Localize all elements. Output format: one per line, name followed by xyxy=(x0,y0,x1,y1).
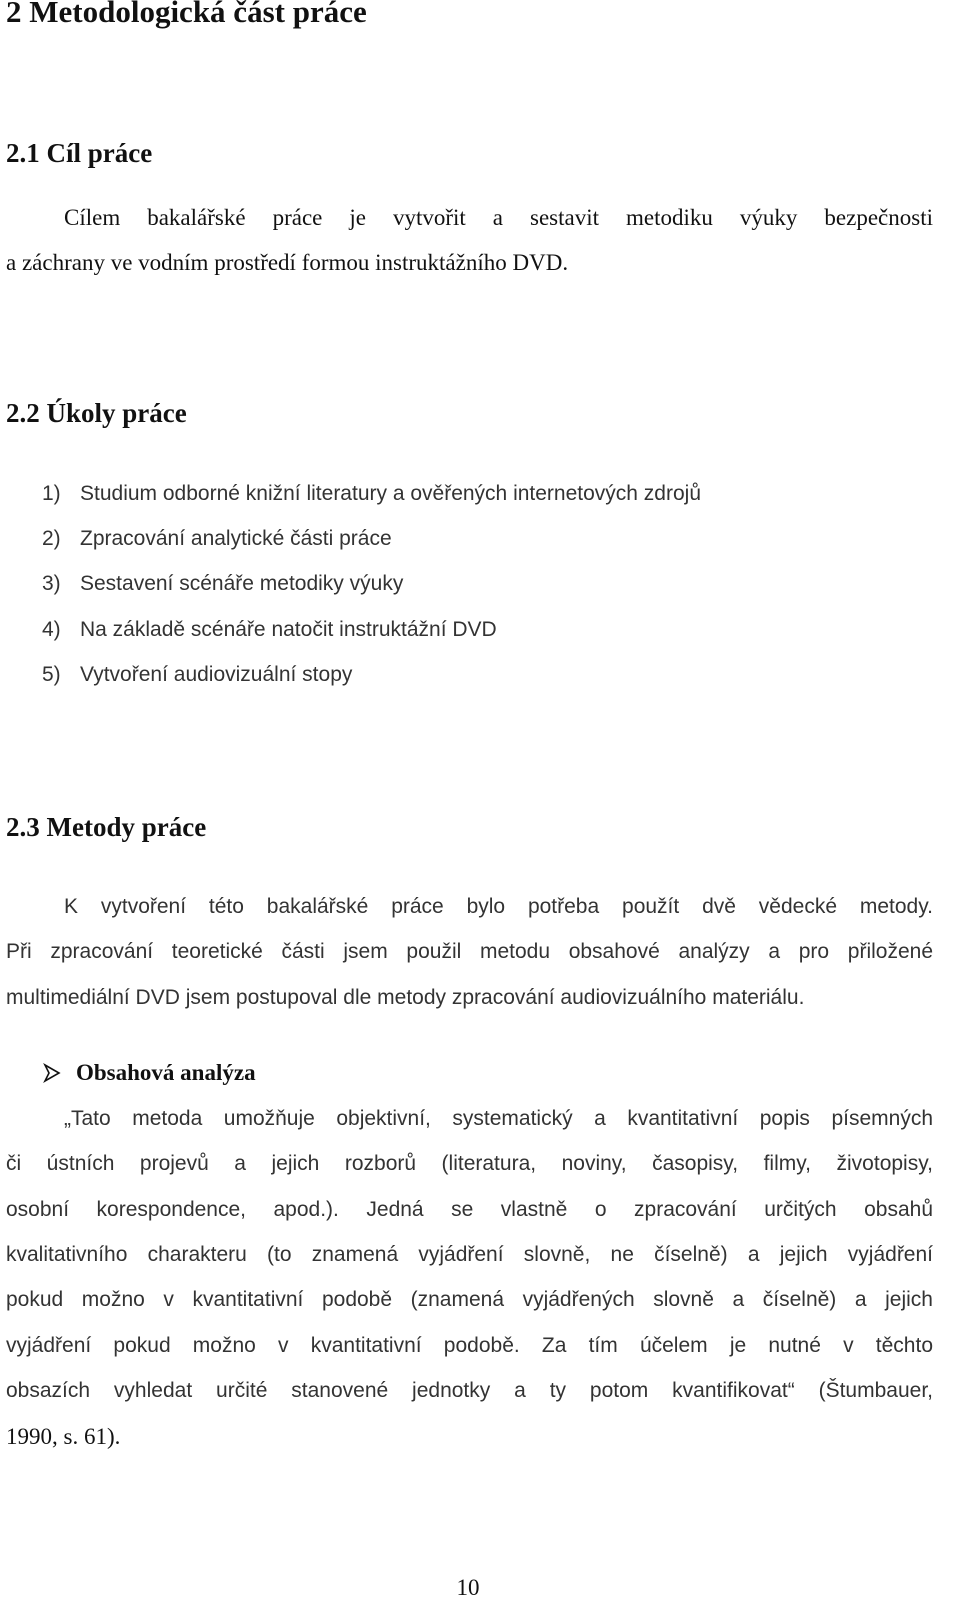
analysis-line-2: či ústních projevů a jejich rozborů (literatura, noviny, časopisy, filmy, životopisy, xyxy=(6,1152,933,1175)
methods-line-3: multimediální DVD jsem postupoval dle metody zpracování audiovizuálního materiálu. xyxy=(6,986,805,1009)
list-item: 4) Na základě scénáře natočit instruktážní DVD xyxy=(42,618,497,641)
methods-line-1: K vytvoření této bakalářské práce bylo potřeba použít dvě vědecké metody. xyxy=(64,895,933,918)
list-item: 3) Sestavení scénáře metodiky výuky xyxy=(42,572,404,595)
page-number: 10 xyxy=(456,1575,480,1600)
section-heading-methods: 2.3 Metody práce xyxy=(6,812,207,842)
list-item: 5) Vytvoření audiovizuální stopy xyxy=(42,663,353,686)
analysis-line-8: 1990, s. 61). xyxy=(6,1424,121,1449)
subsection-heading: Obsahová analýza xyxy=(42,1058,256,1088)
analysis-line-7: obsazích vyhledat určité stanovené jednotky a ty potom kvantifikovat“ (Štumbauer, xyxy=(6,1379,933,1402)
chapter-heading: 2 Metodologická část práce xyxy=(6,0,367,29)
section-heading-goal: 2.1 Cíl práce xyxy=(6,138,153,168)
analysis-line-1: „Tato metoda umožňuje objektivní, systematický a kvantitativní popis písemných xyxy=(64,1107,933,1130)
analysis-line-6: vyjádření pokud možno v kvantitativní podobě. Za tím účelem je nutné v těchto xyxy=(6,1334,933,1357)
methods-line-2: Při zpracování teoretické části jsem použil metodu obsahové analýzy a pro přiložené xyxy=(6,940,933,963)
section-heading-tasks: 2.2 Úkoly práce xyxy=(6,398,187,428)
analysis-line-5: pokud možno v kvantitativní podobě (znamená vyjádřených slovně a číselně) a jejich xyxy=(6,1288,933,1311)
goal-line-1: Cílem bakalářské práce je vytvořit a sestavit metodiku výuky bezpečnosti xyxy=(64,205,933,230)
list-item: 2) Zpracování analytické části práce xyxy=(42,527,392,550)
analysis-line-3: osobní korespondence, apod.). Jedná se vlastně o zpracování určitých obsahů xyxy=(6,1198,933,1221)
arrow-bullet-icon xyxy=(42,1063,62,1083)
goal-line-2: a záchrany ve vodním prostředí formou instruktážního DVD. xyxy=(6,250,569,275)
list-item: 1) Studium odborné knižní literatury a ověřených internetových zdrojů xyxy=(42,482,701,505)
analysis-line-4: kvalitativního charakteru (to znamená vyjádření slovně, ne číselně) a jejich vyjádření xyxy=(6,1243,933,1266)
